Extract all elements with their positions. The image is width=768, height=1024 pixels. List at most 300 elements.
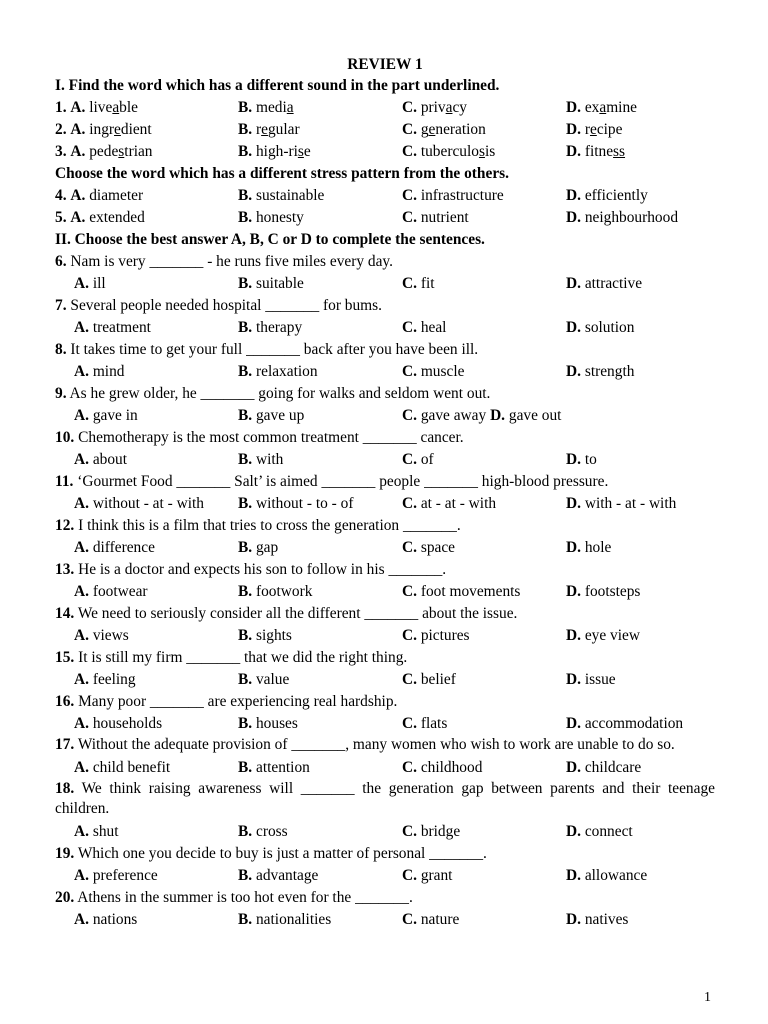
answer-option [55,207,145,229]
option-text: pictures [420,627,470,644]
answer-option [238,865,318,887]
question-number: 6. [55,253,67,270]
option-text-end: dient [120,121,152,138]
option-text-start: ex [584,99,600,116]
option-text: fit [420,275,435,292]
option-text-end: trian [124,143,153,160]
option-text: gave out [508,407,562,424]
answer-option [238,185,324,207]
option-letter: B. [238,495,253,512]
underlined-part: a [286,99,294,116]
option-text: to [584,451,597,468]
answer-option [402,581,520,603]
question-text: As he grew older, he _______ going for walks and seldom went out. [69,385,491,402]
option-text: neighbourhood [584,209,679,226]
answer-option [402,405,561,427]
question-number: 16. [55,693,75,710]
option-letter: B. [238,539,253,556]
option-letter: A. [74,495,89,512]
answer-option [74,273,106,295]
option-text-start: g [420,121,429,138]
question-text: It takes time to get your full _______ back after you have been ill. [70,341,479,358]
option-letter: C. [402,275,417,292]
option-text: grant [420,867,453,884]
answer-option [402,449,434,471]
answer-option [238,405,304,427]
question-number: 5. [55,209,67,226]
option-text: feeling [92,671,136,688]
question-text: Nam is very _______ - he runs five miles every day. [70,253,393,270]
answer-option [238,581,312,603]
option-text: efficiently [584,187,648,204]
underlined-part: s [478,143,485,160]
option-letter: A. [74,319,89,336]
answer-option [74,405,138,427]
option-letter: A. [74,867,89,884]
answer-option [238,493,353,515]
option-text: honesty [255,209,304,226]
multiple-choice-list [55,251,715,931]
option-text-start: high-ri [255,143,298,160]
option-letter: B. [238,99,253,116]
answer-option [74,713,162,735]
answer-option [74,669,136,691]
option-letter: B. [238,187,253,204]
question-text: Athens in the summer is too hot even for the _______. [77,889,413,906]
option-text: of [420,451,434,468]
question-text: Chemotherapy is the most common treatment _______ cancer. [78,429,464,446]
underlined-part: a [445,99,453,116]
answer-option [566,97,637,119]
underlined-part: e [428,121,436,138]
underlined-part: s [118,143,125,160]
option-letter: C. [402,143,417,160]
worksheet-page [55,54,715,931]
question-number: 15. [55,649,75,666]
option-text: sustainable [255,187,325,204]
option-text: houses [255,715,298,732]
question-number: 13. [55,561,75,578]
answer-option [238,713,298,735]
page-title: REVIEW 1 [347,56,423,73]
answer-option [55,97,138,119]
option-letter: B. [238,759,253,776]
answer-option [74,317,151,339]
answer-option [566,581,640,603]
question-text: Many poor _______ are experiencing real hardship. [78,693,398,710]
question-stem [55,647,715,669]
option-text-start: pede [89,143,119,160]
option-text: gave away [420,407,487,424]
option-text-end: ble [119,99,138,116]
option-text: relaxation [255,363,318,380]
option-text: bridge [420,823,461,840]
option-letter: D. [566,627,581,644]
option-letter: C. [402,495,417,512]
page-number: 1 [704,990,711,1005]
answer-option [74,449,127,471]
question-text: It is still my firm _______ that we did the right thing. [78,649,408,666]
option-text: foot movements [420,583,521,600]
option-letter: B. [238,911,253,928]
option-letter: D. [566,715,581,732]
option-letter: A. [70,99,86,116]
question-stem [55,603,715,625]
answer-option [566,625,640,647]
option-letter: D. [566,143,581,160]
option-letter: D. [566,539,581,556]
option-text: gave up [255,407,305,424]
answer-option [402,185,504,207]
option-letter: A. [74,671,89,688]
option-text: treatment [92,319,151,336]
question-number: 19. [55,845,75,862]
question-number: 18. [55,780,75,797]
option-letter: D. [566,319,581,336]
option-letter: C. [402,187,417,204]
answer-option [402,713,447,735]
options-row [55,909,715,931]
option-text: flats [420,715,448,732]
question-text: Without the adequate provision of _______, many women who wish to work are unable to do so. [77,736,675,753]
option-letter: D. [566,99,581,116]
option-letter: C. [402,867,417,884]
option-letter: A. [70,187,86,204]
answer-option [74,493,204,515]
underlined-part: e [589,121,597,138]
answer-option [402,141,495,163]
question-stem [55,559,715,581]
option-text: attention [255,759,310,776]
answer-option [566,713,683,735]
option-text: with [255,451,284,468]
answer-option [566,757,641,779]
question-stem [55,887,715,909]
option-text-start: ingr [89,121,115,138]
option-letter: A. [70,143,86,160]
question-number: 14. [55,605,75,622]
option-text-start: r [584,121,590,138]
option-text-end: mine [606,99,637,116]
stress-question-list [55,185,715,229]
question-number: 7. [55,297,67,314]
option-letter: A. [74,363,89,380]
option-letter: A. [70,121,86,138]
option-letter: A. [74,911,89,928]
option-letter: A. [74,627,89,644]
option-letter: B. [238,867,253,884]
answer-option [238,361,318,383]
option-letter: D. [490,407,506,424]
option-letter: D. [566,275,581,292]
option-text: connect [584,823,633,840]
question-stem [55,515,715,537]
option-text: with - at - with [584,495,677,512]
option-letter: D. [566,451,581,468]
option-text-end: cipe [596,121,623,138]
option-letter: B. [238,319,253,336]
option-text: gave in [92,407,138,424]
option-text: issue [584,671,616,688]
option-letter: A. [74,275,89,292]
option-letter: B. [238,209,253,226]
option-letter: C. [402,715,417,732]
option-letter: C. [402,451,417,468]
option-text: heal [420,319,447,336]
answer-option [238,625,292,647]
option-text: nature [420,911,460,928]
option-text: gap [255,539,279,556]
option-letter: B. [238,363,253,380]
option-text-end: neration [435,121,486,138]
question-text: Several people needed hospital _______ for bums. [70,297,382,314]
option-letter: D. [566,823,581,840]
option-text: difference [92,539,155,556]
option-text-end: is [484,143,496,160]
options-row [55,821,715,843]
answer-option [238,141,311,163]
option-letter: B. [238,121,253,138]
option-letter: B. [238,715,253,732]
question-number: 17. [55,736,75,753]
question-text: Which one you decide to buy is just a matter of personal _______. [77,845,487,862]
answer-option [402,97,467,119]
option-letter: B. [238,407,253,424]
question-row [55,119,715,141]
option-text: advantage [255,867,319,884]
question-text: ‘Gourmet Food _______ Salt’ is aimed _______ people _______ high-blood pressure. [77,473,609,490]
answer-option [402,119,486,141]
option-letter: D. [566,187,581,204]
answer-option [566,141,625,163]
option-letter: B. [238,583,253,600]
underlined-part: s [297,143,304,160]
option-letter: D. [566,209,581,226]
option-text: ill [92,275,106,292]
underlined-part: e [114,121,121,138]
option-letter: A. [70,209,86,226]
option-text: at - at - with [420,495,497,512]
question-stem [55,339,715,361]
answer-option [238,669,289,691]
sound-question-list [55,97,715,163]
answer-option [74,821,118,843]
option-text-start: priv [420,99,446,116]
question-text: He is a doctor and expects his son to follow in his _______. [78,561,447,578]
option-letter: D. [566,671,581,688]
answer-option [74,361,124,383]
option-letter: A. [74,451,89,468]
question-row [55,185,715,207]
option-letter: D. [566,121,581,138]
option-text: mind [92,363,125,380]
question-number: 9. [55,385,67,402]
answer-option [566,493,676,515]
answer-option [402,909,459,931]
option-text: childhood [420,759,483,776]
option-text: natives [584,911,629,928]
option-text: diameter [89,187,144,204]
answer-option [238,119,300,141]
option-letter: C. [402,319,417,336]
option-text: footsteps [584,583,641,600]
option-text: hole [584,539,612,556]
option-text: views [92,627,129,644]
option-letter: B. [238,823,253,840]
option-text: about [92,451,128,468]
answer-option [402,757,482,779]
option-letter: B. [238,671,253,688]
question-number: 20. [55,889,75,906]
option-text-start: r [255,121,262,138]
options-row [55,317,715,339]
question-number: 1. [55,99,67,116]
underlined-part: e [261,121,268,138]
question-number: 10. [55,429,75,446]
option-text: value [255,671,290,688]
option-text: nations [92,911,138,928]
option-text: preference [92,867,158,884]
question-stem [55,691,715,713]
answer-option [402,361,464,383]
answer-option [402,625,470,647]
option-text: child benefit [92,759,171,776]
question-stem [55,471,715,493]
option-letter: A. [74,583,89,600]
option-letter: A. [74,715,89,732]
option-text: strength [584,363,635,380]
answer-option [566,317,634,339]
answer-option [402,273,435,295]
answer-option [238,317,302,339]
question-text: I think this is a film that tries to cross the generation _______. [78,517,461,534]
options-row [55,449,715,471]
question-number: 4. [55,187,67,204]
options-row [55,493,715,515]
option-letter: A. [74,539,89,556]
option-text: sights [255,627,292,644]
answer-option [238,273,304,295]
question-stem [55,383,715,405]
question-row [55,141,715,163]
answer-option [55,119,152,141]
answer-option [566,865,647,887]
option-text: eye view [584,627,640,644]
option-letter: B. [238,451,253,468]
answer-option [238,909,331,931]
answer-option [402,537,455,559]
option-letter: B. [238,275,253,292]
option-text-start: medi [255,99,287,116]
answer-option [74,757,170,779]
answer-option [566,669,616,691]
answer-option [566,909,628,931]
option-letter: D. [566,363,581,380]
question-stem [55,843,715,865]
question-stem [55,735,715,755]
answer-option [566,119,622,141]
option-text: space [420,539,456,556]
answer-option [238,97,294,119]
answer-option [566,207,678,229]
option-letter: A. [74,823,89,840]
option-letter: A. [74,407,89,424]
option-text: belief [420,671,456,688]
question-number: 2. [55,121,67,138]
option-text-start: fitne [584,143,614,160]
option-letter: C. [402,911,417,928]
option-letter: B. [238,143,253,160]
option-letter: D. [566,911,581,928]
answer-option [402,207,469,229]
question-text: We think raising awareness will _______ the generation gap between parents and their teenage children. [55,780,715,817]
option-letter: C. [402,539,417,556]
options-row [55,361,715,383]
stress-heading: Choose the word which has a different stress pattern from the others. [55,165,509,182]
options-row [55,273,715,295]
options-row [55,405,715,427]
option-text-end: gular [267,121,300,138]
answer-option [402,669,456,691]
options-row [55,713,715,735]
question-stem [55,251,715,273]
option-text: footwork [255,583,313,600]
option-text: without - to - of [255,495,354,512]
option-text: households [92,715,163,732]
answer-option [402,821,460,843]
option-letter: C. [402,671,417,688]
options-row [55,757,715,779]
answer-option [55,185,143,207]
options-row [55,537,715,559]
answer-option [74,909,137,931]
answer-option [74,625,129,647]
option-letter: B. [238,627,253,644]
option-letter: C. [402,627,417,644]
answer-option [74,865,158,887]
option-text: infrastructure [420,187,504,204]
option-text-end: e [303,143,311,160]
option-text: suitable [255,275,304,292]
option-text: extended [89,209,145,226]
answer-option [238,449,283,471]
question-stem [55,779,715,819]
option-letter: C. [402,407,417,424]
option-text: attractive [584,275,643,292]
option-text-start: tuberculo [420,143,479,160]
answer-option [55,141,153,163]
question-number: 8. [55,341,67,358]
answer-option [402,865,452,887]
option-letter: D. [566,495,581,512]
underlined-part: a [599,99,607,116]
underlined-part: a [112,99,120,116]
option-text: therapy [255,319,303,336]
option-text: without - at - with [92,495,204,512]
option-text: nationalities [255,911,332,928]
answer-option [74,537,155,559]
options-row [55,625,715,647]
option-letter: D. [566,867,581,884]
underlined-part: ss [613,143,626,160]
question-row [55,97,715,119]
question-stem [55,427,715,449]
answer-option [566,449,597,471]
answer-option [74,581,148,603]
option-letter: A. [74,759,89,776]
option-letter: C. [402,209,417,226]
option-text: footwear [92,583,148,600]
